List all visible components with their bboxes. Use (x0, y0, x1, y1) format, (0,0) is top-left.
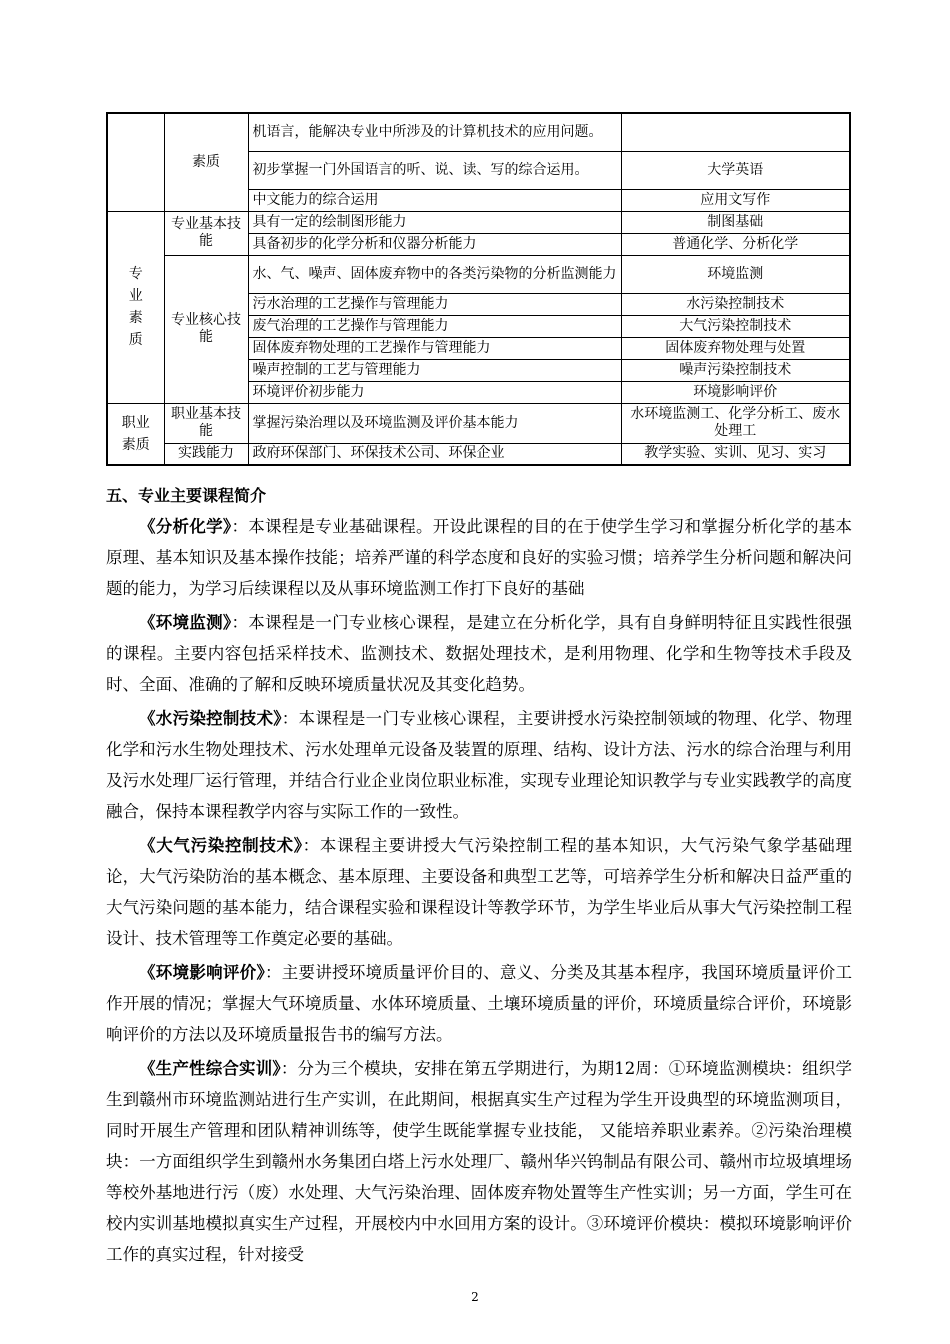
table-cell-ability: 中文能力的综合运用 (248, 189, 621, 211)
course-title: 《大气污染控制技术》 (139, 836, 303, 855)
table-cell-course: 大气污染控制技术 (621, 315, 850, 337)
table-cell-category: 素质 (164, 113, 248, 211)
course-paragraph (106, 607, 852, 700)
course-paragraph (106, 511, 852, 604)
table-cell-course: 噪声污染控制技术 (621, 359, 850, 381)
table-cell-course: 应用文写作 (621, 189, 850, 211)
course-description: ：本课程是一门专业核心课程，是建立在分析化学，具有自身鲜明特征且实践性很强的课程。主要内容包括采样技术、监测技术、数据处理技术，是利用物理、化学和生物等技术手段及时、全面、准确的了解和反映环境质量状况及其变化趋势。 (106, 613, 853, 694)
page-number: 2 (471, 1290, 479, 1304)
table-row (107, 113, 850, 151)
group-label-vocational: 职业素质 (121, 414, 150, 453)
table-cell-empty (107, 113, 164, 211)
table-cell-course: 制图基础 (621, 211, 850, 233)
table-cell-ability: 政府环保部门、环保技术公司、环保企业 (248, 443, 621, 465)
table-cell-category: 职业基本技能 (164, 403, 248, 443)
table-cell-ability: 噪声控制的工艺与管理能力 (248, 359, 621, 381)
table-row (107, 255, 850, 293)
table-cell-group (107, 211, 164, 403)
table-cell-ability: 初步掌握一门外国语言的听、说、读、写的综合运用。 (248, 151, 621, 189)
table-cell-category: 专业基本技能 (164, 211, 248, 255)
table-cell-ability: 具有一定的绘制图形能力 (248, 211, 621, 233)
table-row (107, 211, 850, 233)
table-cell-course: 教学实验、实训、见习、实习 (621, 443, 850, 465)
competency-table (106, 112, 851, 466)
table-cell-ability: 废气治理的工艺操作与管理能力 (248, 315, 621, 337)
table-cell-course: 环境监测 (621, 255, 850, 293)
course-title: 《生产性综合实训》 (139, 1059, 281, 1078)
table-cell-course: 固体废弃物处理与处置 (621, 337, 850, 359)
table-cell-ability: 机语言，能解决专业中所涉及的计算机技术的应用问题。 (248, 113, 621, 151)
table-cell-ability: 固体废弃物处理的工艺操作与管理能力 (248, 337, 621, 359)
course-paragraph (106, 957, 852, 1050)
table-cell-course: 大学英语 (621, 151, 850, 189)
table-cell-ability: 具备初步的化学分析和仪器分析能力 (248, 233, 621, 255)
table-cell-ability: 掌握污染治理以及环境监测及评价基本能力 (248, 403, 621, 443)
course-title: 《环境监测》 (139, 613, 232, 632)
course-paragraph (106, 703, 852, 827)
section-heading: 五、专业主要课程简介 (106, 486, 267, 505)
table-cell-course (621, 113, 850, 151)
course-paragraph (106, 830, 852, 954)
table-cell-ability: 环境评价初步能力 (248, 381, 621, 403)
table-cell-ability: 污水治理的工艺操作与管理能力 (248, 293, 621, 315)
course-title: 《环境影响评价》 (139, 963, 265, 982)
course-title: 《分析化学》 (139, 517, 232, 536)
table-cell-group (107, 403, 164, 465)
table-cell-course: 普通化学、分析化学 (621, 233, 850, 255)
table-cell-category: 专业核心技能 (164, 255, 248, 403)
table-cell-category: 实践能力 (164, 443, 248, 465)
table-cell-course: 水环境监测工、化学分析工、废水处理工 (621, 403, 850, 443)
course-description: ：本课程是一门专业核心课程，主要讲授水污染控制领域的物理、化学、物理化学和污水生物处理技术、污水处理单元设备及装置的原理、结构、设计方法、污水的综合治理与利用及污水处理厂运行管理，并结合行业企业岗位职业标准，实现专业理论知识教学与专业实践教学的高度融合，保持本课程教学内容与实际工作的一致性。 (106, 709, 853, 821)
course-title: 《水污染控制技术》 (139, 709, 282, 728)
course-description: ：本课程主要讲授大气污染控制工程的基本知识，大气污染气象学基础理论，大气污染防治的基本概念、基本原理、主要设备和典型工艺等，可培养学生分析和解决日益严重的大气污染问题的基本能力，结合课程实验和课程设计等教学环节，为学生毕业后从事大气污染控制工程设计、技术管理等工作奠定必要的基础。 (106, 836, 853, 948)
group-label-professional: 专业素质 (128, 266, 143, 348)
course-description: ：主要讲授环境质量评价目的、意义、分类及其基本程序，我国环境质量评价工作开展的情况；掌握大气环境质量、水体环境质量、土壤环境质量的评价，环境质量综合评价，环境影响评价的方法以及环境质量报告书的编写方法。 (106, 963, 853, 1044)
table-row (107, 443, 850, 465)
course-description: ：分为三个模块，安排在第五学期进行，为期12周：①环境监测模块：组织学生到赣州市环境监测站进行生产实训，在此期间，根据真实生产过程为学生开设典型的环境监测项目，同时开展生产管理和团队精神训练等，使学生既能掌握专业技能， 又能培养职业素养。②污染治理模块：一方面组织学生到赣州水务集团白塔上污水处理厂、赣州华兴钨制品有限公司、赣州市垃圾填埋场等校外基地进行污（废）水处理、大气污染治理、固体废弃物处置等生产性实训；另一方面，学生可在校内实训基地模拟真实生产过程，开展校内中水回用方案的设计。③环境评价模块：模拟环境影响评价工作的真实过程，针对接受 (106, 1059, 853, 1264)
course-intro-body (106, 511, 852, 1270)
table-cell-course: 水污染控制技术 (621, 293, 850, 315)
course-paragraph (106, 1053, 852, 1270)
table-cell-ability: 水、气、噪声、固体废弃物中的各类污染物的分析监测能力 (248, 255, 621, 293)
table-row (107, 403, 850, 443)
course-description: ：本课程是专业基础课程。开设此课程的目的在于使学生学习和掌握分析化学的基本原理、基本知识及基本操作技能；培养严谨的科学态度和良好的实验习惯；培养学生分析问题和解决问题的能力，为学习后续课程以及从事环境监测工作打下良好的基础 (106, 517, 853, 598)
table-cell-course: 环境影响评价 (621, 381, 850, 403)
